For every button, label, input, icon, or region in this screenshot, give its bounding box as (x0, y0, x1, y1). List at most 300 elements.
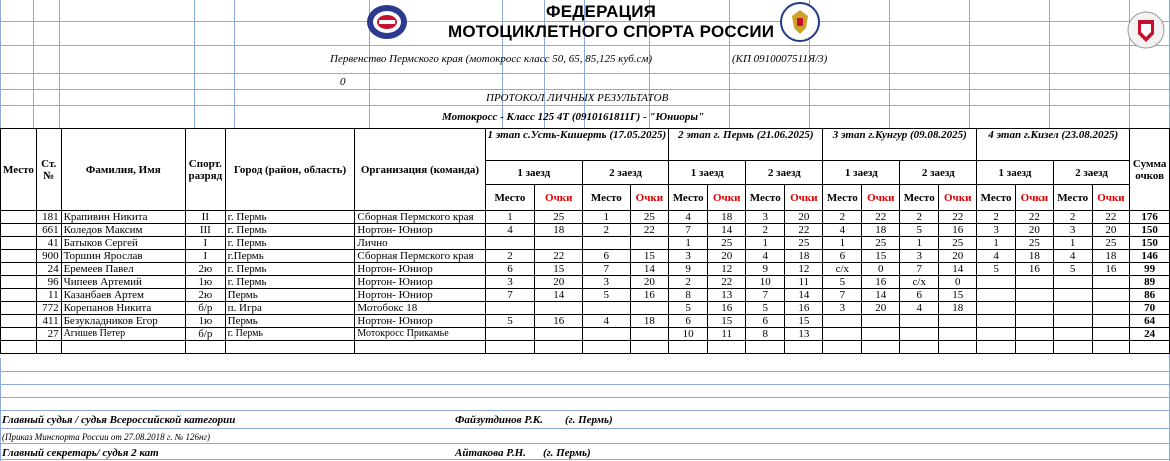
result-place-cell: 7 (900, 263, 939, 276)
empty-cell (1, 341, 37, 354)
result-points-cell: 25 (1092, 237, 1130, 250)
rank-cell: 2ю (186, 289, 226, 302)
stage-3-header: 3 этап г.Кунгур (09.08.2025) (823, 129, 977, 161)
table-row (1, 302, 1170, 315)
sum-cell: 86 (1130, 289, 1170, 302)
result-points-cell: 18 (535, 224, 583, 237)
result-points-cell: 15 (939, 289, 977, 302)
sub-header-place: Место (485, 185, 535, 211)
result-points-cell: 22 (1092, 211, 1130, 224)
result-place-cell (1053, 315, 1092, 328)
place-cell (1, 289, 37, 302)
result-place-cell: 4 (977, 250, 1016, 263)
result-place-cell (977, 328, 1016, 341)
sub-header-place: Место (977, 185, 1016, 211)
result-points-cell: 14 (862, 289, 900, 302)
stage-1-race-2: 2 заезд (583, 161, 669, 185)
table-row (1, 276, 1170, 289)
protocol-title: ПРОТОКОЛ ЛИЧНЫХ РЕЗУЛЬТАТОВ (486, 92, 669, 104)
rank-cell: 1ю (186, 315, 226, 328)
result-points-cell (939, 328, 977, 341)
result-points-cell: 16 (939, 224, 977, 237)
org-cell: Сборная Пермского края (355, 211, 485, 224)
result-place-cell: 4 (669, 211, 708, 224)
result-points-cell: 18 (630, 315, 669, 328)
stage-1-header: 1 этап с.Усть-Кишерть (17.05.2025) (485, 129, 669, 161)
table-row (1, 211, 1170, 224)
stage-3-race-2: 2 заезд (900, 161, 977, 185)
table-row (1, 263, 1170, 276)
city-cell: п. Игра (225, 302, 355, 315)
empty-cell (1053, 341, 1092, 354)
org-cell: Сборная Пермского края (355, 250, 485, 263)
header-city: Город (район, область) (225, 129, 355, 211)
result-place-cell: 5 (583, 289, 631, 302)
result-points-cell: 15 (535, 263, 583, 276)
result-place-cell (485, 328, 535, 341)
org-cell: Нортон- Юниор (355, 289, 485, 302)
org-cell: Нортон- Юниор (355, 315, 485, 328)
result-place-cell: 2 (1053, 211, 1092, 224)
number-cell: 96 (36, 276, 61, 289)
result-points-cell: 14 (708, 224, 746, 237)
rank-cell: I (186, 237, 226, 250)
secretary-name: Айтакова Р.Н. (455, 447, 526, 459)
result-place-cell: 10 (669, 328, 708, 341)
result-place-cell: 3 (977, 224, 1016, 237)
result-place-cell (823, 315, 862, 328)
city-cell: г.Пермь (225, 250, 355, 263)
result-place-cell (1053, 302, 1092, 315)
sum-cell: 24 (1130, 328, 1170, 341)
empty-cell (900, 341, 939, 354)
result-place-cell (977, 289, 1016, 302)
number-cell: 661 (36, 224, 61, 237)
result-place-cell: 3 (900, 250, 939, 263)
result-place-cell: 2 (669, 276, 708, 289)
result-place-cell: 7 (746, 289, 785, 302)
name-cell: Корепанов Никита (61, 302, 185, 315)
empty-cell (746, 341, 785, 354)
result-points-cell (535, 328, 583, 341)
city-cell: г. Пермь (225, 328, 355, 341)
empty-cell (785, 341, 823, 354)
table-row (1, 224, 1170, 237)
stage-2-race-1: 1 заезд (669, 161, 746, 185)
result-place-cell: 1 (669, 237, 708, 250)
result-place-cell (977, 302, 1016, 315)
name-cell: Безукладников Егор (61, 315, 185, 328)
result-place-cell: 1 (1053, 237, 1092, 250)
rank-cell: 2ю (186, 263, 226, 276)
result-place-cell: 4 (900, 302, 939, 315)
result-points-cell: 22 (1015, 211, 1053, 224)
result-points-cell: 14 (535, 289, 583, 302)
empty-cell (977, 341, 1016, 354)
header-org: Организация (команда) (355, 129, 485, 211)
result-points-cell: 25 (1015, 237, 1053, 250)
empty-cell (355, 341, 485, 354)
result-points-cell: 25 (708, 237, 746, 250)
stage-1-race-1: 1 заезд (485, 161, 583, 185)
result-points-cell: 20 (708, 250, 746, 263)
rank-cell: III (186, 224, 226, 237)
city-cell: Пермь (225, 315, 355, 328)
result-place-cell: 6 (485, 263, 535, 276)
result-place-cell: 3 (746, 211, 785, 224)
empty-row (1, 341, 1170, 354)
result-points-cell: 20 (862, 302, 900, 315)
result-points-cell (630, 237, 669, 250)
result-place-cell: 10 (746, 276, 785, 289)
result-points-cell: 18 (785, 250, 823, 263)
place-cell (1, 276, 37, 289)
city-cell: Пермь (225, 289, 355, 302)
sub-header-points: Очки (939, 185, 977, 211)
empty-cell (186, 341, 226, 354)
sum-cell: 150 (1130, 224, 1170, 237)
result-points-cell: 22 (535, 250, 583, 263)
result-place-cell: 4 (746, 250, 785, 263)
name-cell: Еремеев Павел (61, 263, 185, 276)
order-note: (Приказ Минспорта России от 27.08.2018 г. № 126нг) (2, 432, 210, 442)
result-place-cell: 9 (669, 263, 708, 276)
sub-header-points: Очки (535, 185, 583, 211)
rank-cell: II (186, 211, 226, 224)
sum-cell: 150 (1130, 237, 1170, 250)
sub-header-place: Место (669, 185, 708, 211)
empty-cell (583, 341, 631, 354)
result-place-cell: с/х (900, 276, 939, 289)
regional-emblem-icon (1126, 10, 1166, 50)
result-place-cell: с/х (823, 263, 862, 276)
judge-title: Главный судья / судья Всероссийской категории (2, 414, 236, 426)
result-points-cell (1015, 289, 1053, 302)
result-place-cell: 2 (485, 250, 535, 263)
stage-3-race-1: 1 заезд (823, 161, 900, 185)
zero-cell: 0 (340, 76, 346, 88)
result-place-cell: 2 (823, 211, 862, 224)
result-place-cell: 5 (823, 276, 862, 289)
event-code: (КП 0910007511Я/3) (732, 53, 828, 65)
result-points-cell (1015, 328, 1053, 341)
result-points-cell: 25 (939, 237, 977, 250)
empty-cell (939, 341, 977, 354)
result-points-cell: 20 (535, 276, 583, 289)
header-rank: Спорт. разряд (186, 129, 226, 211)
sub-header-place: Место (900, 185, 939, 211)
table-row (1, 315, 1170, 328)
result-place-cell (977, 276, 1016, 289)
sub-header-points: Очки (630, 185, 669, 211)
secretary-title: Главный секретарь/ судья 2 кат (2, 447, 159, 459)
result-place-cell: 5 (900, 224, 939, 237)
result-place-cell: 4 (485, 224, 535, 237)
number-cell: 11 (36, 289, 61, 302)
result-points-cell: 13 (785, 328, 823, 341)
result-place-cell: 7 (669, 224, 708, 237)
result-points-cell: 25 (785, 237, 823, 250)
stage-2-header: 2 этап г. Пермь (21.06.2025) (669, 129, 823, 161)
number-cell: 411 (36, 315, 61, 328)
result-points-cell: 13 (708, 289, 746, 302)
result-points-cell: 16 (1015, 263, 1053, 276)
org-cell: Мотобокс 18 (355, 302, 485, 315)
result-points-cell: 20 (939, 250, 977, 263)
result-points-cell: 22 (708, 276, 746, 289)
empty-cell (708, 341, 746, 354)
judge-city: (г. Пермь) (565, 414, 613, 426)
place-cell (1, 237, 37, 250)
result-place-cell (485, 237, 535, 250)
org-cell: Нортон- Юниор (355, 224, 485, 237)
result-points-cell: 25 (535, 211, 583, 224)
result-place-cell: 3 (485, 276, 535, 289)
result-points-cell: 14 (939, 263, 977, 276)
city-cell: г. Пермь (225, 211, 355, 224)
empty-cell (485, 341, 535, 354)
sub-header-place: Место (1053, 185, 1092, 211)
place-cell (1, 250, 37, 263)
result-place-cell: 8 (669, 289, 708, 302)
name-cell: Торшин Ярослав (61, 250, 185, 263)
result-points-cell: 11 (785, 276, 823, 289)
number-cell: 24 (36, 263, 61, 276)
city-cell: г. Пермь (225, 224, 355, 237)
result-points-cell (939, 315, 977, 328)
empty-cell (61, 341, 185, 354)
result-points-cell: 15 (630, 250, 669, 263)
result-points-cell: 18 (1092, 250, 1130, 263)
result-points-cell: 12 (785, 263, 823, 276)
sub-header-points: Очки (708, 185, 746, 211)
number-cell: 181 (36, 211, 61, 224)
number-cell: 41 (36, 237, 61, 250)
result-place-cell (583, 237, 631, 250)
result-place-cell: 5 (669, 302, 708, 315)
result-place-cell: 1 (583, 211, 631, 224)
result-points-cell: 14 (630, 263, 669, 276)
result-place-cell: 5 (1053, 263, 1092, 276)
result-place-cell (1053, 289, 1092, 302)
empty-cell (36, 341, 61, 354)
result-place-cell: 2 (900, 211, 939, 224)
table-row (1, 237, 1170, 250)
result-place-cell (1053, 328, 1092, 341)
result-place-cell: 4 (583, 315, 631, 328)
number-cell: 27 (36, 328, 61, 341)
result-place-cell (900, 315, 939, 328)
result-place-cell: 6 (823, 250, 862, 263)
sum-cell: 176 (1130, 211, 1170, 224)
result-points-cell (1015, 276, 1053, 289)
result-place-cell (583, 302, 631, 315)
result-points-cell (535, 302, 583, 315)
result-place-cell: 2 (977, 211, 1016, 224)
table-row (1, 250, 1170, 263)
federation-title-line2: МОТОЦИКЛЕТНОГО СПОРТА РОССИИ (448, 22, 775, 41)
result-place-cell: 7 (485, 289, 535, 302)
org-cell: Лично (355, 237, 485, 250)
rank-cell: I (186, 250, 226, 263)
stage-4-race-1: 1 заезд (977, 161, 1054, 185)
city-cell: г. Пермь (225, 276, 355, 289)
sum-cell: 99 (1130, 263, 1170, 276)
result-points-cell: 11 (708, 328, 746, 341)
result-points-cell: 15 (708, 315, 746, 328)
result-points-cell (630, 328, 669, 341)
place-cell (1, 328, 37, 341)
org-cell: Нортон- Юниор (355, 276, 485, 289)
result-points-cell: 22 (630, 224, 669, 237)
federation-logo-icon (365, 3, 409, 41)
rank-cell: б/р (186, 302, 226, 315)
result-points-cell (535, 237, 583, 250)
result-place-cell: 5 (977, 263, 1016, 276)
result-points-cell (630, 302, 669, 315)
result-place-cell: 8 (746, 328, 785, 341)
result-place-cell: 3 (1053, 224, 1092, 237)
result-place-cell: 2 (746, 224, 785, 237)
result-points-cell (1092, 315, 1130, 328)
result-points-cell: 16 (708, 302, 746, 315)
result-points-cell: 14 (785, 289, 823, 302)
result-place-cell: 4 (823, 224, 862, 237)
header-sum: Сумма очков (1130, 129, 1170, 211)
result-points-cell: 25 (630, 211, 669, 224)
name-cell: Крапивин Никита (61, 211, 185, 224)
number-cell: 900 (36, 250, 61, 263)
place-cell (1, 224, 37, 237)
result-points-cell (1015, 302, 1053, 315)
sub-header-place: Место (583, 185, 631, 211)
place-cell (1, 211, 37, 224)
result-place-cell: 7 (583, 263, 631, 276)
result-points-cell: 22 (785, 224, 823, 237)
result-points-cell: 18 (862, 224, 900, 237)
result-points-cell (1092, 302, 1130, 315)
table-row (1, 328, 1170, 341)
result-points-cell: 12 (708, 263, 746, 276)
sub-header-points: Очки (785, 185, 823, 211)
result-place-cell: 6 (669, 315, 708, 328)
result-points-cell (862, 328, 900, 341)
result-place-cell (900, 328, 939, 341)
result-place-cell (583, 328, 631, 341)
result-place-cell (485, 302, 535, 315)
org-cell: Нортон- Юниор (355, 263, 485, 276)
result-place-cell: 6 (746, 315, 785, 328)
sum-cell: 89 (1130, 276, 1170, 289)
result-place-cell: 3 (669, 250, 708, 263)
sum-cell: 146 (1130, 250, 1170, 263)
name-cell: Батыков Сергей (61, 237, 185, 250)
result-points-cell: 20 (1015, 224, 1053, 237)
result-place-cell: 5 (746, 302, 785, 315)
result-place-cell: 5 (485, 315, 535, 328)
judge-name: Файзутдинов Р.К. (455, 414, 543, 426)
result-place-cell: 3 (583, 276, 631, 289)
org-cell: Мотокросс Прикамье (355, 328, 485, 341)
sub-header-place: Место (823, 185, 862, 211)
result-points-cell: 22 (939, 211, 977, 224)
result-points-cell: 15 (785, 315, 823, 328)
empty-cell (225, 341, 355, 354)
result-place-cell (977, 315, 1016, 328)
result-place-cell: 1 (977, 237, 1016, 250)
sum-cell: 64 (1130, 315, 1170, 328)
empty-cell (862, 341, 900, 354)
result-points-cell (1015, 315, 1053, 328)
result-points-cell: 16 (785, 302, 823, 315)
result-points-cell: 20 (630, 276, 669, 289)
result-points-cell (1092, 289, 1130, 302)
sub-header-points: Очки (1092, 185, 1130, 211)
result-place-cell: 6 (900, 289, 939, 302)
result-points-cell: 15 (862, 250, 900, 263)
result-points-cell: 16 (862, 276, 900, 289)
result-place-cell: 1 (746, 237, 785, 250)
result-points-cell (1092, 276, 1130, 289)
result-place-cell: 6 (583, 250, 631, 263)
result-points-cell: 18 (708, 211, 746, 224)
rank-cell: б/р (186, 328, 226, 341)
result-points-cell (1092, 328, 1130, 341)
result-place-cell: 9 (746, 263, 785, 276)
stage-4-header: 4 этап г.Кизел (23.08.2025) (977, 129, 1130, 161)
results-table (0, 128, 1170, 354)
result-points-cell: 20 (1092, 224, 1130, 237)
empty-cell (823, 341, 862, 354)
federation-title-line1: ФЕДЕРАЦИЯ (546, 2, 657, 21)
empty-cell (1092, 341, 1130, 354)
rank-cell: 1ю (186, 276, 226, 289)
city-cell: г. Пермь (225, 237, 355, 250)
result-place-cell: 7 (823, 289, 862, 302)
number-cell: 772 (36, 302, 61, 315)
header-name: Фамилия, Имя (61, 129, 185, 211)
result-points-cell: 16 (1092, 263, 1130, 276)
sum-cell: 70 (1130, 302, 1170, 315)
stage-4-race-2: 2 заезд (1053, 161, 1130, 185)
place-cell (1, 315, 37, 328)
coat-of-arms-icon (780, 2, 820, 42)
empty-cell (1130, 341, 1170, 354)
place-cell (1, 263, 37, 276)
table-row (1, 289, 1170, 302)
city-cell: г. Пермь (225, 263, 355, 276)
result-place-cell: 4 (1053, 250, 1092, 263)
result-points-cell: 25 (862, 237, 900, 250)
result-points-cell: 22 (862, 211, 900, 224)
stage-2-race-2: 2 заезд (746, 161, 823, 185)
name-cell: Агишев Петер (61, 328, 185, 341)
secretary-city: (г. Пермь) (543, 447, 591, 459)
empty-cell (630, 341, 669, 354)
result-points-cell: 16 (630, 289, 669, 302)
place-cell (1, 302, 37, 315)
name-cell: Коледов Максим (61, 224, 185, 237)
result-points-cell: 18 (939, 302, 977, 315)
header-place: Место (1, 129, 37, 211)
result-place-cell: 1 (485, 211, 535, 224)
empty-cell (669, 341, 708, 354)
result-place-cell: 1 (900, 237, 939, 250)
result-place-cell: 3 (823, 302, 862, 315)
sub-header-place: Место (746, 185, 785, 211)
event-title: Первенство Пермского края (мотокросс класс 50, 65, 85,125 куб.см) (330, 53, 653, 65)
result-place-cell: 1 (823, 237, 862, 250)
